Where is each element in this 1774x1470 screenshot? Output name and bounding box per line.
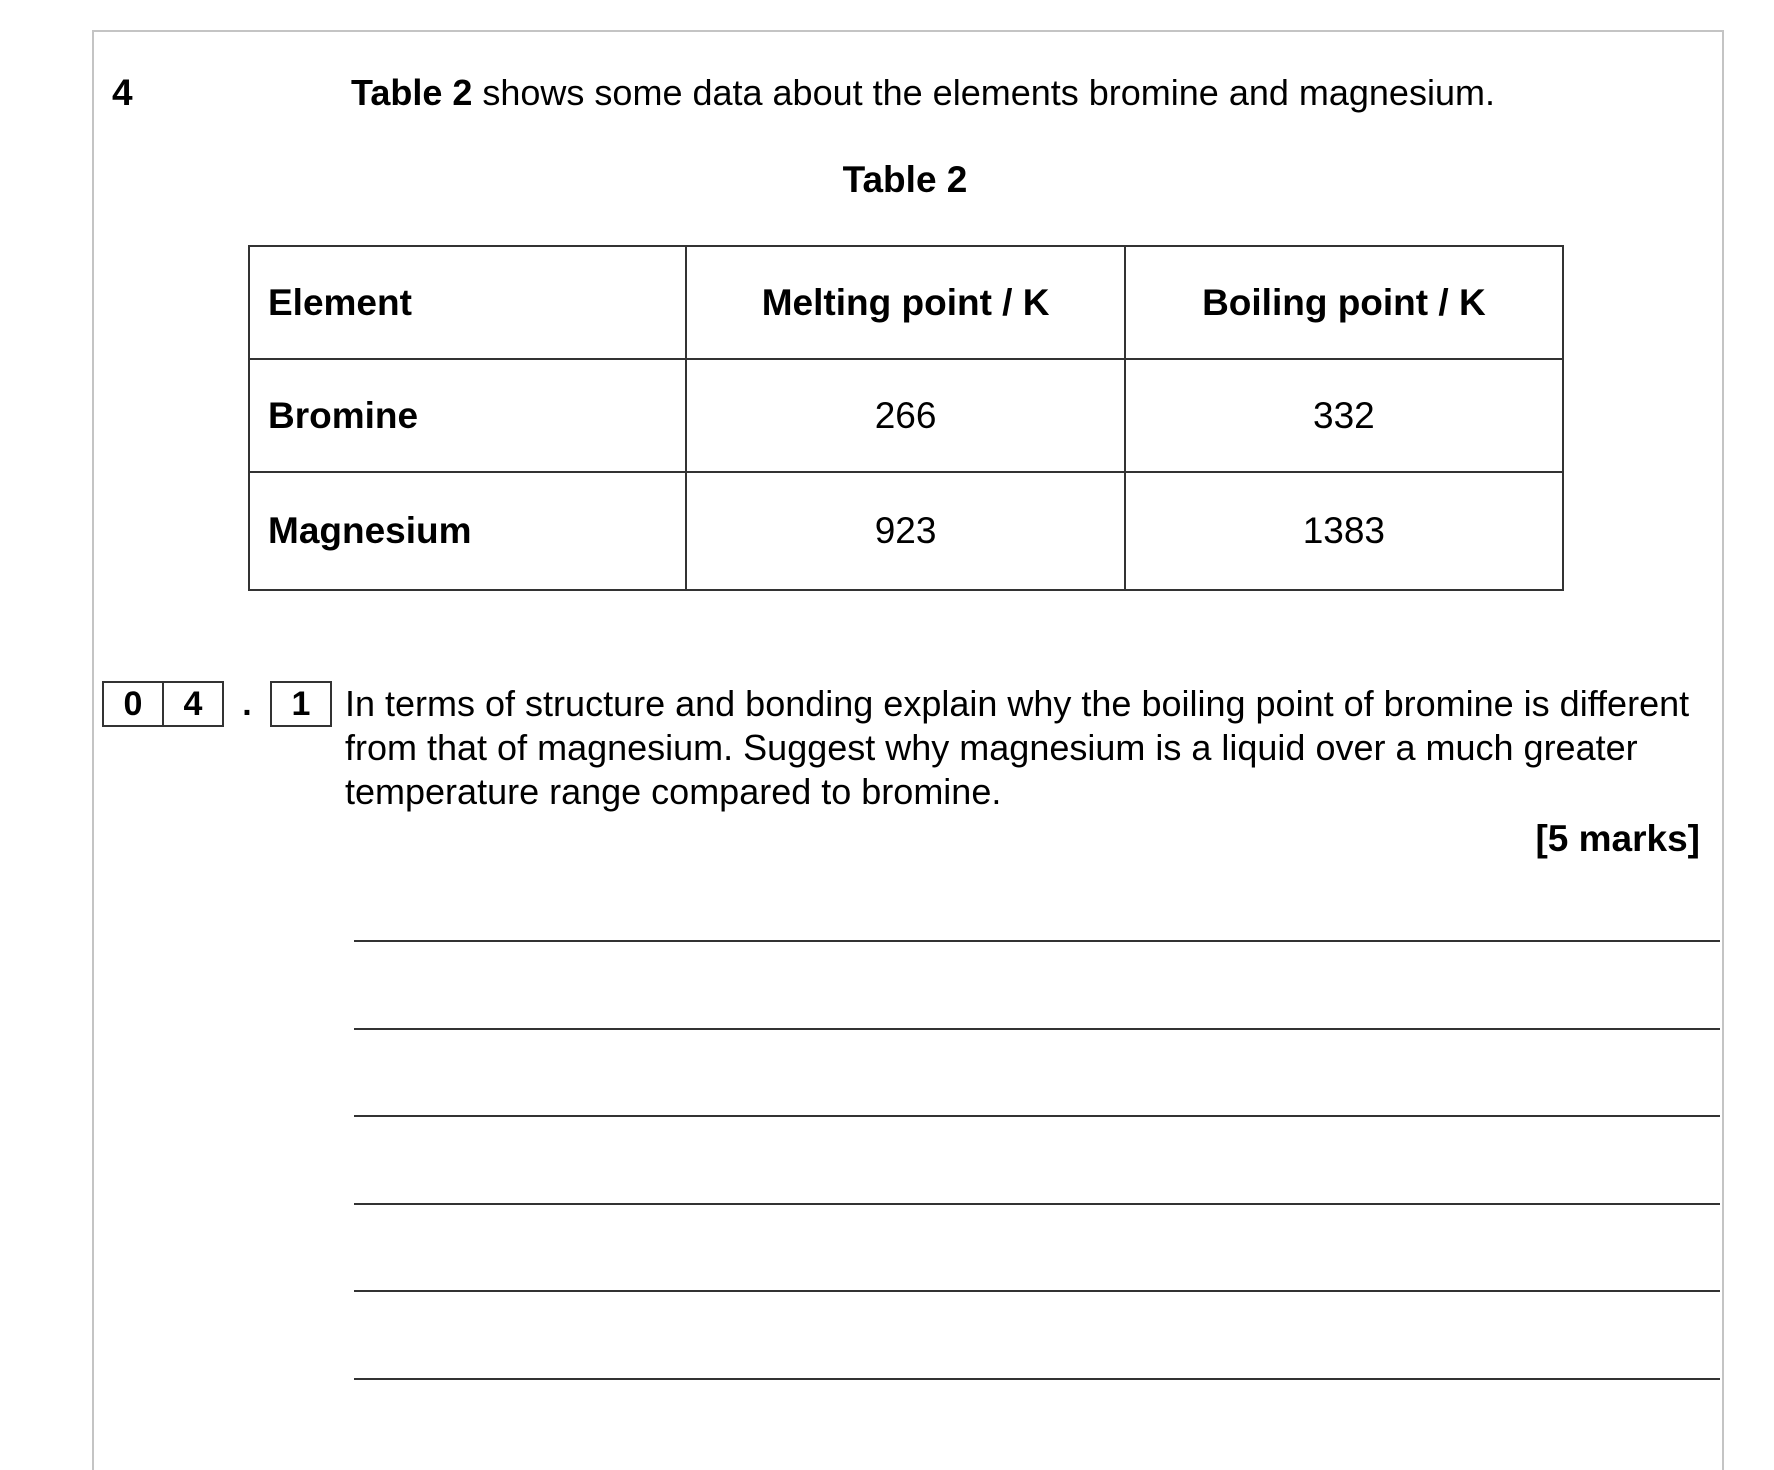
question-code-box-digit-1: 0 xyxy=(102,681,164,727)
answer-line[interactable] xyxy=(354,940,1720,942)
question-code-box-digit-2: 4 xyxy=(162,681,224,727)
cell-melting-point: 266 xyxy=(686,359,1124,472)
answer-line[interactable] xyxy=(354,1115,1720,1117)
table-row-bromine xyxy=(249,359,1563,472)
table-row-magnesium xyxy=(249,472,1563,590)
question-number: 4 xyxy=(112,72,133,113)
answer-line[interactable] xyxy=(354,1203,1720,1205)
cell-melting-point: 923 xyxy=(686,472,1124,590)
header-melting-point: Melting point / K xyxy=(686,246,1124,359)
subquestion-text: In terms of structure and bonding explain why the boiling point of bromine is different from that of magnesium. Suggest why magnesium is a liquid over a much greater temperature range compared to bromine. xyxy=(345,683,1690,812)
question-code-separator: . xyxy=(242,684,252,723)
marks-label: [5 marks] xyxy=(1535,818,1700,859)
answer-line[interactable] xyxy=(354,1028,1720,1030)
intro-table-ref: Table 2 xyxy=(351,72,473,113)
cell-element: Magnesium xyxy=(249,472,686,590)
table-caption: Table 2 xyxy=(842,159,968,200)
header-element: Element xyxy=(249,246,686,359)
element-data-table xyxy=(248,245,1564,591)
question-code-box-part: 1 xyxy=(270,681,332,727)
cell-boiling-point: 1383 xyxy=(1125,472,1563,590)
intro-text: shows some data about the elements bromine and magnesium. xyxy=(472,72,1495,113)
cell-element: Bromine xyxy=(249,359,686,472)
answer-line[interactable] xyxy=(354,1378,1720,1380)
question-intro xyxy=(351,68,1495,118)
cell-boiling-point: 332 xyxy=(1125,359,1563,472)
table-header-row xyxy=(249,246,1563,359)
header-boiling-point: Boiling point / K xyxy=(1125,246,1563,359)
answer-line[interactable] xyxy=(354,1290,1720,1292)
